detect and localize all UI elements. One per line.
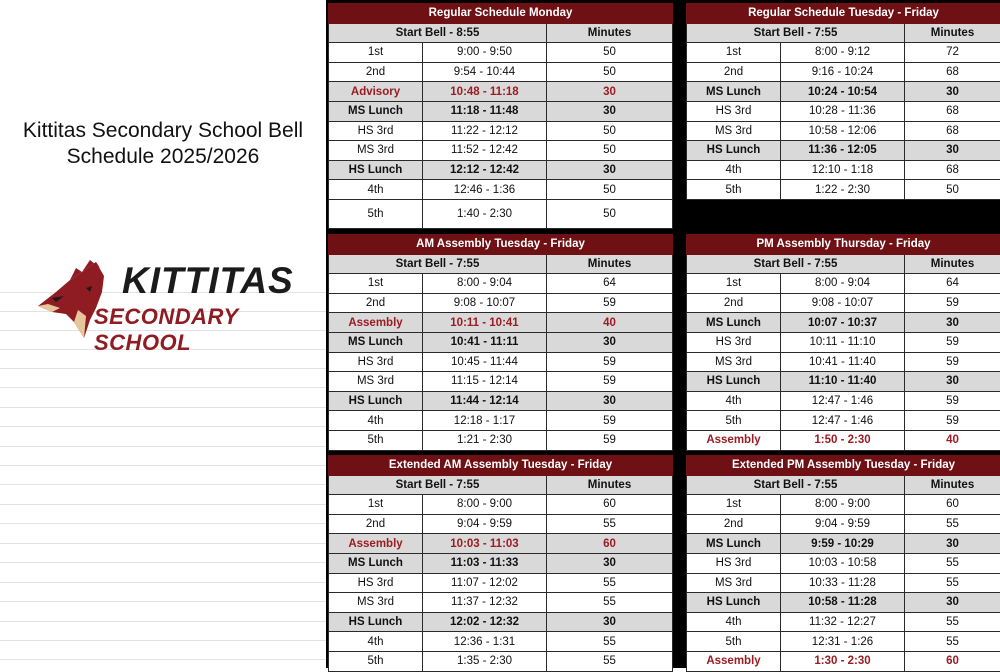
cell-minutes: 60 [905,495,1000,515]
table-row [687,352,1000,372]
minutes-header: Minutes [905,23,1000,43]
cell-time: 1:22 - 2:30 [781,180,905,200]
cell-period: MS Lunch [687,313,781,333]
cell-period: HS 3rd [687,553,781,573]
cell-minutes: 68 [905,160,1000,180]
table-row [687,495,1000,515]
cell-time: 10:45 - 11:44 [423,352,547,372]
cell-period: HS 3rd [329,121,423,141]
table-row [329,430,673,450]
cell-period: HS Lunch [687,141,781,161]
table-row [329,651,673,671]
table-row [329,332,673,352]
cell-time: 12:46 - 1:36 [423,180,547,200]
table-row [687,593,1000,613]
cell-period: MS 3rd [687,121,781,141]
cell-minutes: 59 [905,332,1000,352]
cell-time: 9:54 - 10:44 [423,62,547,82]
cell-time: 12:02 - 12:32 [423,612,547,632]
schedule-table-am-assembly [328,234,673,451]
cell-minutes: 50 [905,180,1000,200]
cell-minutes: 30 [547,160,673,180]
grid-line [0,426,326,427]
cell-period: HS 3rd [687,101,781,121]
cell-period: HS Lunch [329,612,423,632]
table-row [687,293,1000,313]
cell-period: Assembly [687,651,781,671]
grid-line [0,368,326,369]
table-row [329,82,673,102]
cell-period: MS 3rd [329,141,423,161]
cell-period: 4th [329,632,423,652]
cell-minutes: 68 [905,121,1000,141]
schedule-table-pm-assembly [686,234,1000,451]
table-row [329,553,673,573]
cell-period: 1st [329,43,423,63]
cell-period: MS 3rd [329,593,423,613]
table-header-row [329,475,673,495]
cell-time: 12:12 - 12:42 [423,160,547,180]
cell-period: 1st [687,274,781,294]
cell-minutes: 59 [905,293,1000,313]
table-row [329,43,673,63]
cell-time: 11:52 - 12:42 [423,141,547,161]
cell-period: 5th [687,411,781,431]
table-row [687,332,1000,352]
cell-period: HS 3rd [329,352,423,372]
cell-time: 9:04 - 9:59 [423,514,547,534]
start-bell-label: Start Bell - 7:55 [329,254,547,274]
cell-time: 9:59 - 10:29 [781,534,905,554]
cell-time: 11:32 - 12:27 [781,612,905,632]
table-row [329,372,673,392]
table-row [687,274,1000,294]
cell-time: 12:10 - 1:18 [781,160,905,180]
cell-minutes: 50 [547,180,673,200]
cell-period: 5th [329,199,423,228]
table-row [329,534,673,554]
table-header-row [329,254,673,274]
cell-time: 11:07 - 12:02 [423,573,547,593]
minutes-header: Minutes [905,254,1000,274]
table-row [329,160,673,180]
cell-period: 5th [329,651,423,671]
table-row [687,651,1000,671]
cell-minutes: 50 [547,121,673,141]
cell-minutes: 40 [905,430,1000,450]
cell-time: 12:36 - 1:31 [423,632,547,652]
grid-line [0,504,326,505]
cell-minutes: 55 [547,651,673,671]
table-header-row [687,23,1000,43]
cell-period: MS Lunch [329,332,423,352]
table-row [329,495,673,515]
table-row [687,121,1000,141]
cell-minutes: 55 [547,573,673,593]
cell-minutes: 30 [905,534,1000,554]
cell-period: 2nd [687,62,781,82]
cell-minutes: 30 [905,593,1000,613]
minutes-header: Minutes [547,475,673,495]
cell-minutes: 50 [547,43,673,63]
cell-time: 11:10 - 11:40 [781,372,905,392]
table-title-row [329,4,673,24]
table-row [329,180,673,200]
grid-line [0,446,326,447]
cell-minutes: 68 [905,101,1000,121]
table-row [329,612,673,632]
table-row [687,632,1000,652]
cell-minutes: 60 [547,495,673,515]
cell-period: HS Lunch [329,391,423,411]
cell-period: MS 3rd [329,372,423,392]
cell-minutes: 64 [547,274,673,294]
cell-minutes: 59 [547,372,673,392]
start-bell-label: Start Bell - 8:55 [329,23,547,43]
table-row [687,553,1000,573]
cell-time: 11:18 - 11:48 [423,101,547,121]
schedule-panel [326,0,1000,668]
cell-minutes: 30 [547,391,673,411]
table-row [329,121,673,141]
table-title: AM Assembly Tuesday - Friday [329,235,673,255]
cell-period: Assembly [329,534,423,554]
table-row [329,293,673,313]
cell-time: 8:00 - 9:00 [423,495,547,515]
cell-period: HS Lunch [329,160,423,180]
cell-minutes: 55 [905,514,1000,534]
table-row [687,430,1000,450]
cell-time: 11:36 - 12:05 [781,141,905,161]
cell-time: 10:11 - 11:10 [781,332,905,352]
table-row [687,180,1000,200]
cell-time: 9:16 - 10:24 [781,62,905,82]
cell-minutes: 59 [905,391,1000,411]
cell-period: HS 3rd [329,573,423,593]
cell-minutes: 30 [547,101,673,121]
cell-minutes: 72 [905,43,1000,63]
cell-minutes: 55 [547,632,673,652]
cell-minutes: 30 [547,553,673,573]
table-header-row [329,23,673,43]
cell-time: 11:37 - 12:32 [423,593,547,613]
cell-period: MS 3rd [687,573,781,593]
cell-period: 5th [329,430,423,450]
cell-minutes: 59 [547,430,673,450]
table-row [329,411,673,431]
table-row [687,313,1000,333]
cell-minutes: 59 [905,352,1000,372]
cell-period: 2nd [329,62,423,82]
start-bell-label: Start Bell - 7:55 [687,23,905,43]
grid-line [0,543,326,544]
table-row [687,43,1000,63]
table-row [687,514,1000,534]
cell-minutes: 59 [905,411,1000,431]
table-title-row [687,4,1000,24]
schedule-table-extended-am-assembly [328,455,673,672]
cell-period: HS Lunch [687,593,781,613]
table-row [687,411,1000,431]
table-row [687,534,1000,554]
grid-line [0,523,326,524]
table-row [687,160,1000,180]
cell-period: HS Lunch [687,372,781,392]
cell-minutes: 55 [547,514,673,534]
cell-time: 10:33 - 11:28 [781,573,905,593]
table-row [329,199,673,228]
table-header-row [687,254,1000,274]
grid-line [0,621,326,622]
start-bell-label: Start Bell - 7:55 [329,475,547,495]
cell-time: 10:03 - 11:03 [423,534,547,554]
cell-minutes: 30 [547,612,673,632]
table-row [687,62,1000,82]
table-title: Extended AM Assembly Tuesday - Friday [329,456,673,476]
cell-time: 11:44 - 12:14 [423,391,547,411]
cell-minutes: 30 [905,372,1000,392]
table-title: Regular Schedule Monday [329,4,673,24]
cell-period: 5th [687,180,781,200]
schedule-table-regular-tue-fri [686,3,1000,200]
cell-period: Assembly [329,313,423,333]
cell-period: 2nd [329,514,423,534]
cell-time: 9:04 - 9:59 [781,514,905,534]
cell-period: 2nd [687,293,781,313]
table-title-row [687,235,1000,255]
grid-line [0,465,326,466]
cell-time: 12:31 - 1:26 [781,632,905,652]
cell-time: 1:30 - 2:30 [781,651,905,671]
cell-period: 1st [687,43,781,63]
cell-time: 10:28 - 11:36 [781,101,905,121]
page-title-line-1: Kittitas Secondary School Bell [0,118,326,144]
cell-minutes: 40 [547,313,673,333]
logo-wordmark-secondary-school: SECONDARY SCHOOL [94,304,310,356]
cell-time: 12:47 - 1:46 [781,391,905,411]
cell-period: HS 3rd [687,332,781,352]
table-row [687,612,1000,632]
cell-minutes: 55 [905,573,1000,593]
cell-period: MS 3rd [687,352,781,372]
table-row [687,391,1000,411]
cell-time: 10:03 - 10:58 [781,553,905,573]
table-title: PM Assembly Thursday - Friday [687,235,1000,255]
cell-time: 10:07 - 10:37 [781,313,905,333]
cell-period: 1st [687,495,781,515]
cell-time: 10:58 - 12:06 [781,121,905,141]
cell-minutes: 55 [905,553,1000,573]
table-title-row [329,456,673,476]
schedule-table-regular-monday [328,3,673,229]
cell-time: 8:00 - 9:04 [423,274,547,294]
table-row [329,573,673,593]
start-bell-label: Start Bell - 7:55 [687,475,905,495]
cell-minutes: 50 [547,199,673,228]
grid-line [0,659,326,660]
table-row [329,313,673,333]
cell-time: 10:48 - 11:18 [423,82,547,102]
schedule-table-extended-pm-assembly [686,455,1000,672]
cell-minutes: 55 [905,612,1000,632]
cell-time: 11:15 - 12:14 [423,372,547,392]
cell-time: 10:24 - 10:54 [781,82,905,102]
cell-time: 1:40 - 2:30 [423,199,547,228]
cell-minutes: 59 [547,352,673,372]
table-title-row [687,456,1000,476]
cell-period: 4th [329,411,423,431]
table-row [687,372,1000,392]
start-bell-label: Start Bell - 7:55 [687,254,905,274]
table-row [329,101,673,121]
cell-period: 1st [329,495,423,515]
cell-time: 8:00 - 9:04 [781,274,905,294]
grid-line [0,582,326,583]
table-row [329,391,673,411]
table-row [329,632,673,652]
cell-time: 10:41 - 11:40 [781,352,905,372]
cell-period: 4th [329,180,423,200]
table-header-row [687,475,1000,495]
page-title [0,118,326,170]
minutes-header: Minutes [547,23,673,43]
cell-minutes: 64 [905,274,1000,294]
cell-minutes: 30 [547,82,673,102]
table-row [329,62,673,82]
school-logo [30,258,310,344]
table-row [687,573,1000,593]
table-title: Extended PM Assembly Tuesday - Friday [687,456,1000,476]
cell-time: 9:08 - 10:07 [781,293,905,313]
cell-period: 1st [329,274,423,294]
cell-minutes: 30 [905,313,1000,333]
cell-minutes: 55 [547,593,673,613]
table-row [687,141,1000,161]
cell-time: 11:22 - 12:12 [423,121,547,141]
cell-time: 12:47 - 1:46 [781,411,905,431]
table-row [329,593,673,613]
minutes-header: Minutes [905,475,1000,495]
grid-line [0,387,326,388]
cell-period: MS Lunch [329,553,423,573]
cell-minutes: 59 [547,411,673,431]
cell-time: 10:11 - 10:41 [423,313,547,333]
table-row [329,274,673,294]
cell-minutes: 30 [905,82,1000,102]
page-title-line-2: Schedule 2025/2026 [0,144,326,170]
cell-minutes: 30 [547,332,673,352]
cell-period: MS Lunch [329,101,423,121]
cell-period: 4th [687,391,781,411]
cell-period: MS Lunch [687,82,781,102]
cell-minutes: 60 [547,534,673,554]
cell-period: Assembly [687,430,781,450]
cell-time: 11:03 - 11:33 [423,553,547,573]
table-row [329,514,673,534]
logo-wordmark-kittitas: KITTITAS [122,260,294,302]
table-title-row [329,235,673,255]
cell-time: 9:08 - 10:07 [423,293,547,313]
cell-time: 10:58 - 11:28 [781,593,905,613]
cell-minutes: 59 [547,293,673,313]
cell-minutes: 55 [905,632,1000,652]
cell-minutes: 50 [547,141,673,161]
cell-period: 2nd [687,514,781,534]
cell-time: 8:00 - 9:00 [781,495,905,515]
left-pane [0,0,326,668]
cell-time: 9:00 - 9:50 [423,43,547,63]
cell-period: 2nd [329,293,423,313]
cell-time: 8:00 - 9:12 [781,43,905,63]
grid-line [0,407,326,408]
cell-time: 1:50 - 2:30 [781,430,905,450]
cell-time: 1:21 - 2:30 [423,430,547,450]
cell-time: 10:41 - 11:11 [423,332,547,352]
cell-period: Advisory [329,82,423,102]
table-row [329,141,673,161]
cell-period: 4th [687,160,781,180]
cell-time: 12:18 - 1:17 [423,411,547,431]
cell-minutes: 30 [905,141,1000,161]
cell-period: 5th [687,632,781,652]
grid-line [0,640,326,641]
grid-line [0,562,326,563]
cell-period: 4th [687,612,781,632]
table-row [687,101,1000,121]
table-row [687,82,1000,102]
grid-line [0,601,326,602]
cell-period: MS Lunch [687,534,781,554]
cell-minutes: 60 [905,651,1000,671]
cell-minutes: 50 [547,62,673,82]
grid-line [0,484,326,485]
cell-time: 1:35 - 2:30 [423,651,547,671]
table-title: Regular Schedule Tuesday - Friday [687,4,1000,24]
minutes-header: Minutes [547,254,673,274]
cell-minutes: 68 [905,62,1000,82]
table-row [329,352,673,372]
